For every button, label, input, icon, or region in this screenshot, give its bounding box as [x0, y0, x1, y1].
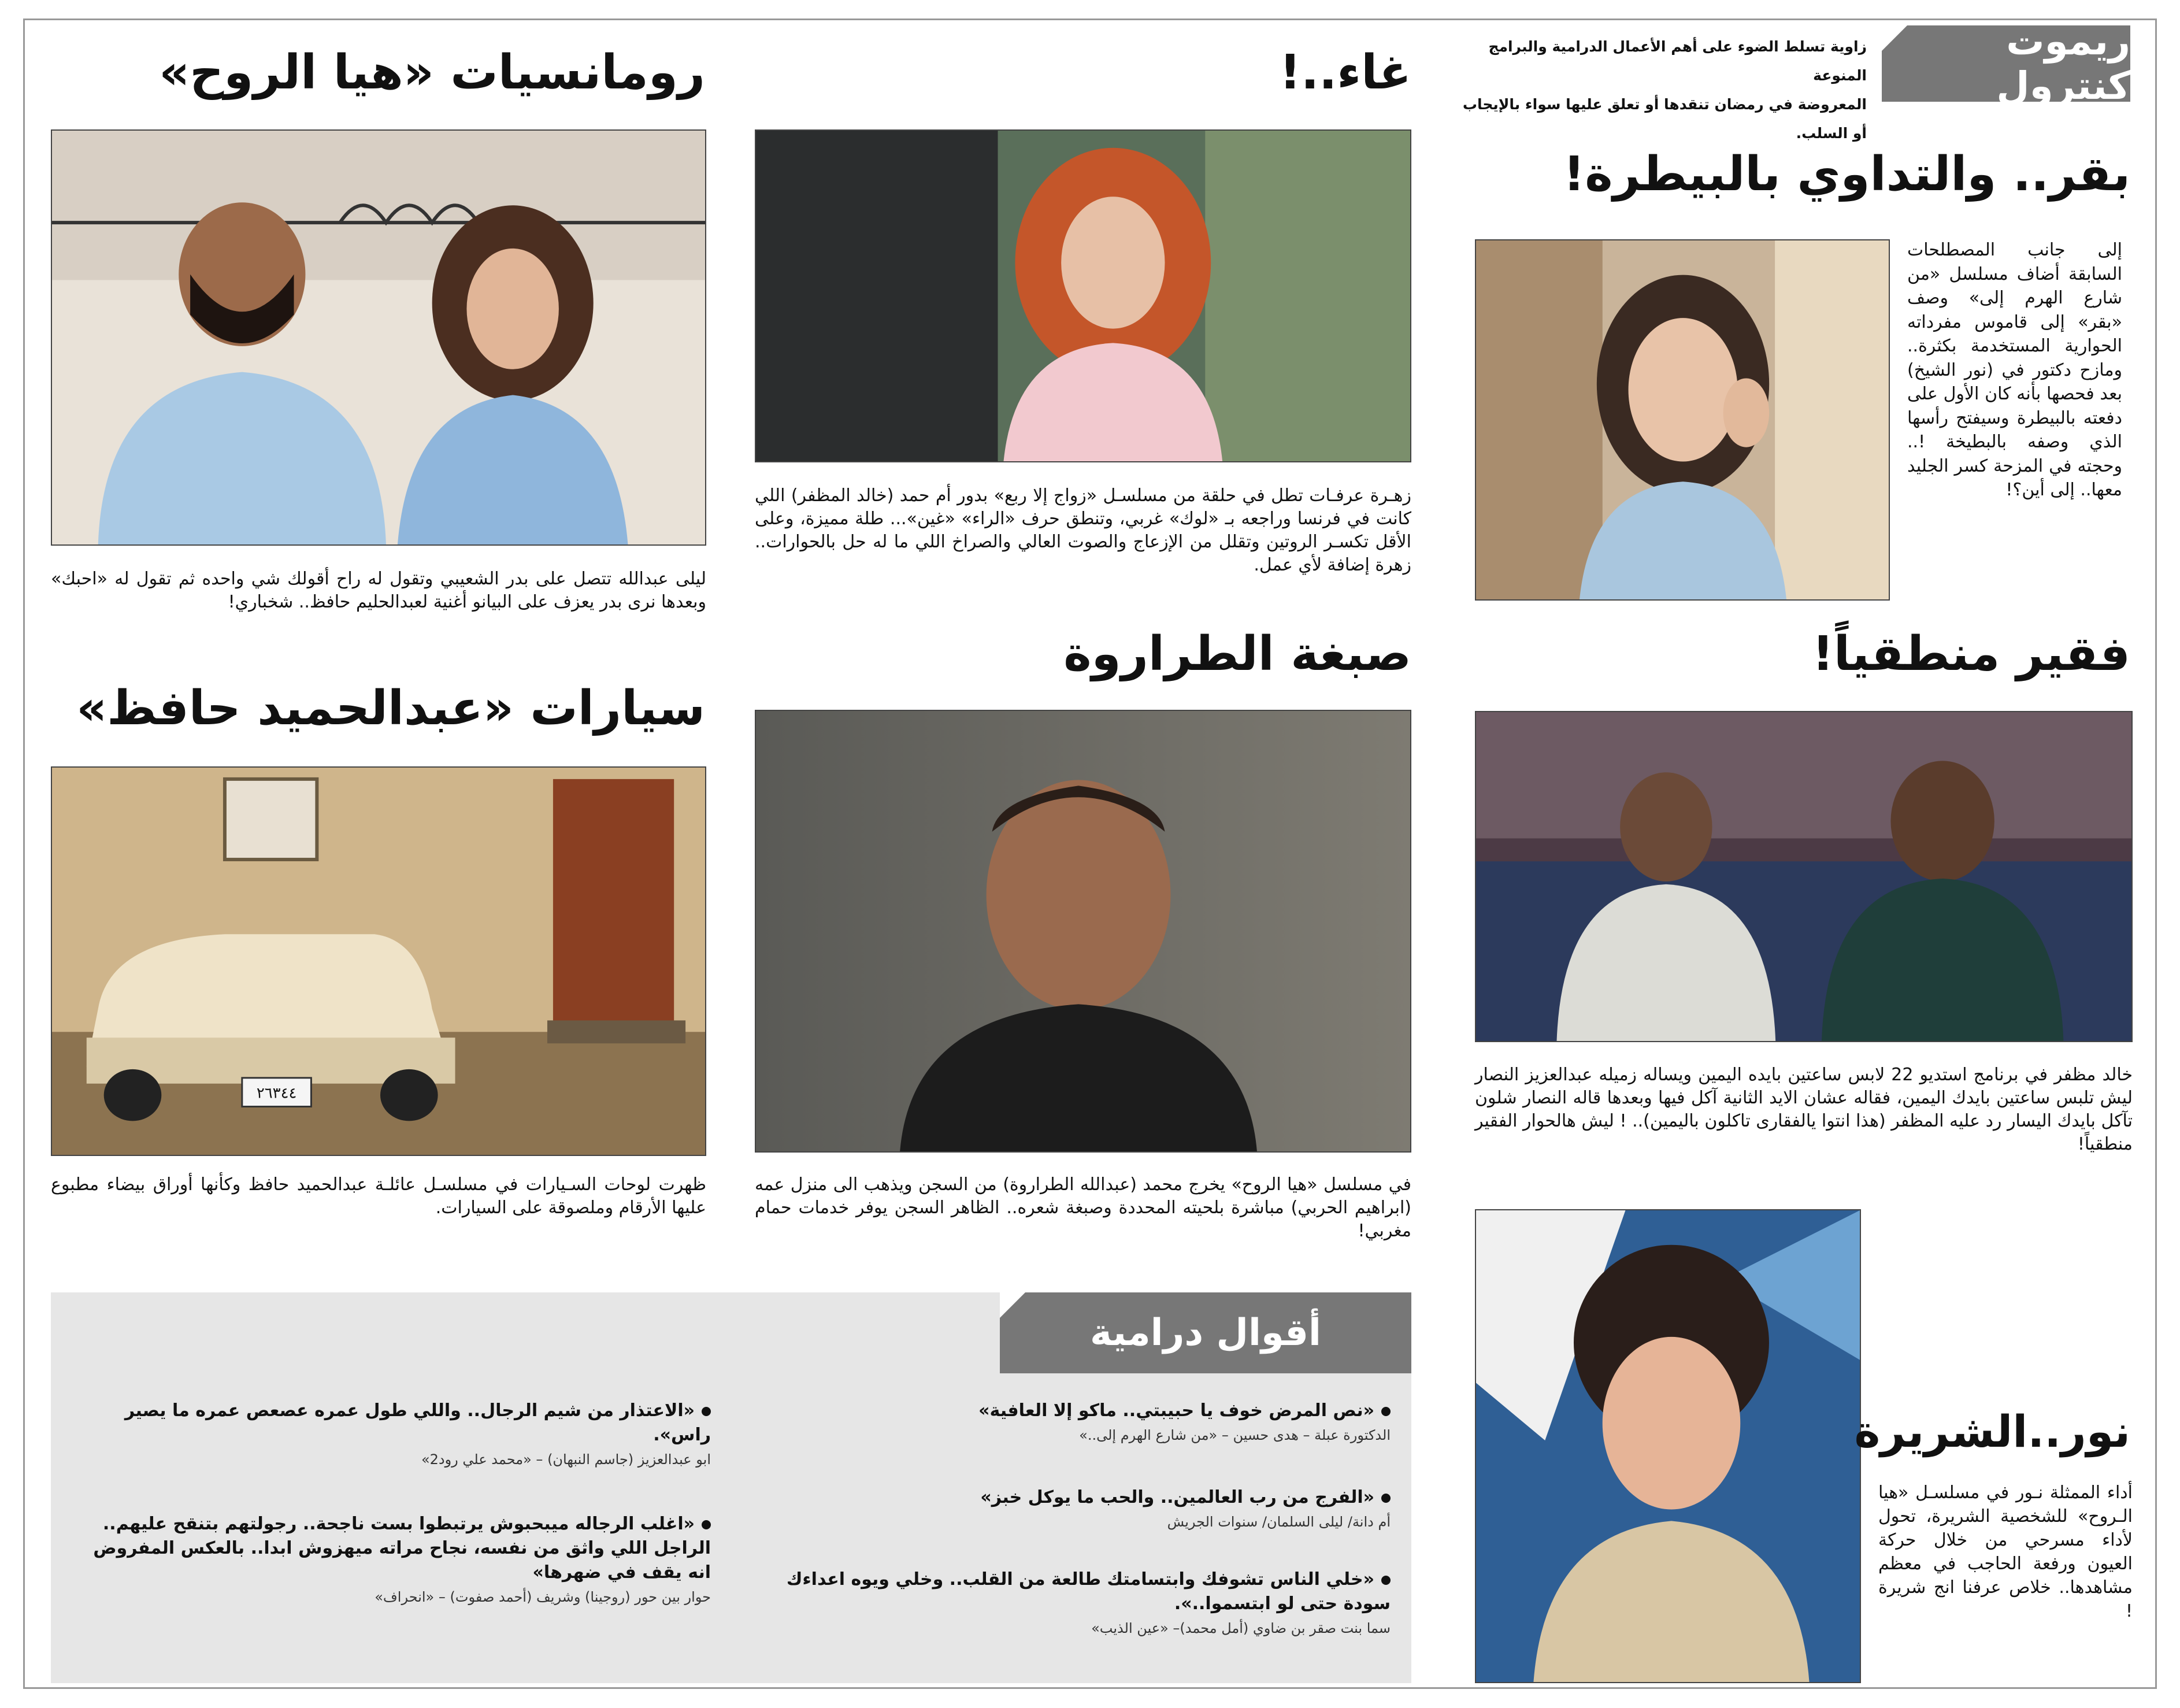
quote-source: الدكتورة عبلة – هدى حسين – «من شارع الهرم إلى..» [1079, 1427, 1391, 1443]
couple-talking-icon [52, 131, 705, 544]
faqeer-body: خالد مظفر في برنامج استديو 22 لابس ساعتين بايده اليمين ويساله زميله عبدالعزيز النصار ليش تلبس ساعتين بايدك اليمين، فقاله عشان الايد الثانية آكل فيها وبعدها قاله النصار شلون تآكل بايدك اليسار رد عليه المظفر (هذا انتوا يالفقارى تاكلون باليمين).. ! ليش هالحوار الفقير منطقياً! [1475, 1065, 2133, 1154]
romansiyat-headline: رومانسيات «هيا الروح» [159, 45, 705, 100]
quote-item-2 [737, 1485, 1391, 1532]
baqar-headline: بقر.. والتداوي بالبيطرة! [1563, 147, 2130, 202]
parked-car-icon [52, 768, 705, 1155]
noor-body: أداء الممثلة نـور في مسلسـل «هيا الـروح» للشخصية الشريرة، تحول لأداء مسرحي من خلال حركة العيون ورفعة الحاجب في معظم مشاهدها.. خلاص عرفنا انج شريرة ! [1878, 1483, 2133, 1621]
quote-item-3 [737, 1568, 1391, 1638]
sayyarat-headline: سيارات «عبدالحميد حافظ» [76, 681, 705, 736]
red-hair-woman-icon [756, 131, 1410, 461]
noor-photo [1475, 1209, 1861, 1683]
quote-item-1 [737, 1399, 1391, 1445]
quote-source: أم دانة/ ليلى السلمان/ سنوات الجريش [1167, 1514, 1391, 1530]
quote-source: سما بنت صقر بن ضاوي (أمل محمد)– «عين الذيب» [1091, 1620, 1391, 1636]
quotes-title: أقوال درامية [1090, 1311, 1321, 1354]
quote-text: «خلي الناس تشوفك وابتسامتك طالعة من القلب.. وخلي ويوه اعداءك سودة حتى لو ابتسموا..». [786, 1569, 1391, 1614]
noor-headline: نور..الشريرة [1854, 1406, 2130, 1457]
bullet-icon [1381, 1494, 1391, 1503]
sibgha-photo [755, 710, 1411, 1153]
quote-text: «اغلب الرجاله ميبحبوش يرتبطوا بست ناجحة.. رجولتهم بتنقح عليهم.. الراجل اللي واثق من نفسه، نجاح مراته ميهزوش ابدا.. بالعكس المفروض انه يقف في ضهرها» [93, 1514, 711, 1583]
ghaa-body: زهـرة عرفـات تطل في حلقة من مسلسـل «زواج إلا ربع» بدور أم حمد (خالد المظفر) اللي كانت في فرنسا وراجعه بـ «لوك» غربي، وتنطق حرف «الراء» «غين»... طلة مميزة، وعلى الأقل تكسـر الروتين وتقلل من الإزعاج والصوت العالي والصراخ اللي ما له حل بالحوارات.. زهرة إضافة لأي عمل. [755, 486, 1411, 575]
quote-item-4 [69, 1399, 711, 1469]
woman-portrait-icon [1476, 240, 1889, 599]
actress-portrait-icon [1476, 1210, 1860, 1682]
quote-text: «نص المرض خوف يا حبيبتي.. ماكو إلا العافية» [978, 1401, 1374, 1421]
quote-source: حوار بين حور (روجينا) وشريف (أحمد صفوت) – «انحراف» [375, 1589, 711, 1605]
sayyarat-body: ظهرت لوحات السـيارات في مسلسـل عائلـة عبدالحميد حافظ وكأنها أوراق بيضاء مطبوع عليها الأرقام وملصوقة على السيارات. [51, 1175, 706, 1218]
section-intro-line1: زاوية تسلط الضوء على أهم الأعمال الدرامية والبرامج المنوعة [1488, 38, 1867, 84]
baqar-photo [1475, 239, 1890, 601]
baqar-body: إلى جانب المصطلحات السابقة أضاف مسلسل «من شارع الهرم إلى» وصف «بقر» إلى قاموس مفرداته الحوارية المستخدمة بكثرة.. ومازح دكتور في (نور الشيخ) بعد فحصها بأنه كان الأول على دفعته بالبيطرة وسيفتح رأسها الذي وصفه بالبطيخة !.. وحجته في المزحة كسر الجليد معها.. إلى أين؟! [1907, 240, 2122, 500]
sibgha-headline: صبغة الطراروة [1063, 627, 1411, 681]
faqeer-photo [1475, 711, 2133, 1042]
bullet-icon [1381, 1407, 1391, 1416]
bullet-icon [1381, 1576, 1391, 1585]
romansiyat-body: ليلى عبدالله تتصل على بدر الشعيبي وتقول له راح أقولك شي واحده ثم تقول له «احبك» وبعدها نرى بدر يعزف على البيانو أغنية لعبدالحليم حافظ.. شخباري! [51, 569, 706, 612]
ghaa-headline: غاء..! [1279, 45, 1411, 100]
section-title: ريموت كنترول [1996, 19, 2130, 108]
section-intro-line2: المعروضة في رمضان تنقدها أو تعلق عليها سواء بالإيجاب أو السلب. [1462, 96, 1867, 142]
plate-text: ٢٦٣٤٤ [256, 1084, 297, 1102]
bullet-icon [702, 1407, 711, 1416]
quote-text: «الاعتذار من شيم الرجال.. واللي طول عمره عصعص عمره ما يصير راس». [124, 1401, 711, 1445]
romansiyat-photo [51, 129, 706, 546]
bullet-icon [702, 1520, 711, 1529]
section-intro [1456, 32, 1867, 148]
faqeer-headline: فقير منطقياً! [1812, 627, 2130, 681]
section-title-box [1882, 19, 2130, 108]
man-portrait-icon [756, 711, 1410, 1151]
ghaa-photo [755, 129, 1411, 462]
two-men-sofa-icon [1476, 712, 2131, 1041]
sayyarat-photo [51, 766, 706, 1156]
quote-source: ابو عبدالعزيز (جاسم النبهان) – «محمد علي رود2» [421, 1451, 711, 1468]
quotes-title-box [1000, 1292, 1411, 1373]
sibgha-body: في مسلسل «هيا الروح» يخرج محمد (عبدالله الطراروة) من السجن ويذهب الى منزل عمه (ابراهيم الحربي) مباشرة بلحيته المحددة وصبغة شعره.. الظاهر السجن يوفر خدمات حمام مغربي! [755, 1175, 1411, 1241]
quote-text: «الفرج من رب العالمين.. والحب ما يوكل خبز» [980, 1487, 1374, 1507]
quote-item-5 [69, 1512, 711, 1607]
